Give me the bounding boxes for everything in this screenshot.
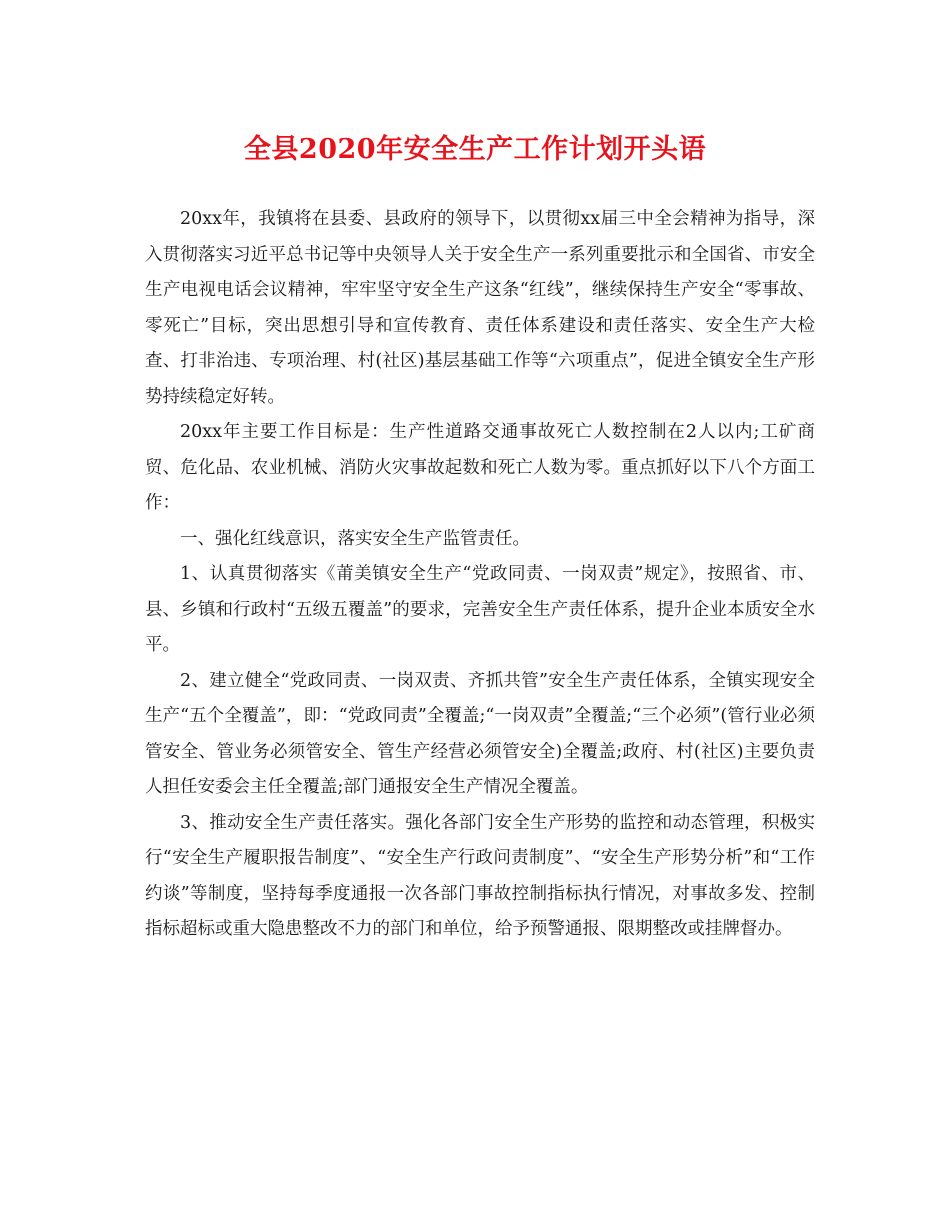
document-title: 全县2020年安全生产工作计划开头语	[243, 134, 707, 165]
document-body	[145, 202, 815, 948]
paragraph-intro: 20xx年，我镇将在县委、县政府的领导下，以贯彻xx届三中全会精神为指导，深入贯彻落实习近平总书记等中央领导人关于安全生产一系列重要批示和全国省、市安全生产电视电话会议精神，牢牢坚守安全生产这条“红线”，继续保持生产安全“零事故、零死亡”目标，突出思想引导和宣传教育、责任体系建设和责任落实、安全生产大检查、打非治违、专项治理、村(社区)基层基础工作等“六项重点”，促进全镇安全生产形势持续稳定好转。	[145, 209, 815, 407]
paragraph-item-2: 2、建立健全“党政同责、一岗双责、齐抓共管”安全生产责任体系，全镇实现安全生产“五个全覆盖”，即：“党政同责”全覆盖;“一岗双责”全覆盖;“三个必须”(管行业必须管安全、管业务必须管安全、管生产经营必须管安全)全覆盖;政府、村(社区)主要负责人担任安委会主任全覆盖;部门通报安全生产情况全覆盖。	[145, 670, 815, 797]
paragraph-item-1: 1、认真贯彻落实《莆美镇安全生产“党政同责、一岗双责”规定》，按照省、市、县、乡镇和行政村“五级五覆盖”的要求，完善安全生产责任体系，提升企业本质安全水平。	[145, 564, 815, 655]
paragraph-item-3: 3、推动安全生产责任落实。强化各部门安全生产形势的监控和动态管理，积极实行“安全生产履职报告制度”、“安全生产行政问责制度”、“安全生产形势分析”和“工作约谈”等制度，坚持每季度通报一次各部门事故控制指标执行情况，对事故多发、控制指标超标或重大隐患整改不力的部门和单位，给予预警通报、限期整改或挂牌督办。	[145, 812, 815, 939]
paragraph-goals: 20xx年主要工作目标是：生产性道路交通事故死亡人数控制在2人以内;工矿商贸、危化品、农业机械、消防火灾事故起数和死亡人数为零。重点抓好以下八个方面工作：	[145, 422, 815, 513]
section-heading-1: 一、强化红线意识，落实安全生产监管责任。	[180, 528, 530, 549]
